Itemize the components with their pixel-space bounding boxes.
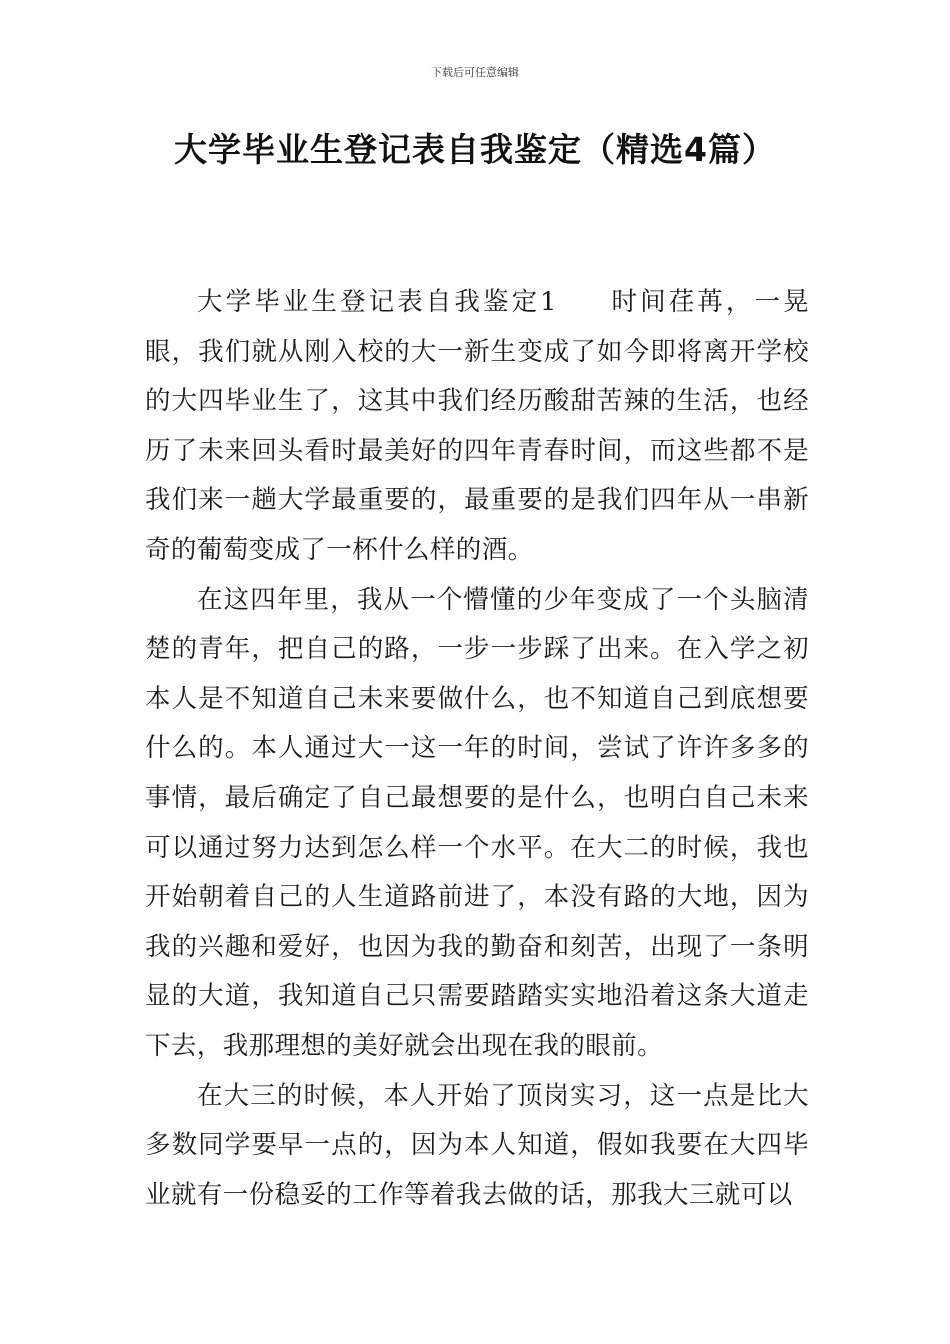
paragraph-3: 在大三的时候，本人开始了顶岗实习，这一点是比大多数同学要早一点的，因为本人知道，假如我要在大四毕业就有一份稳妥的工作等着我去做的话，那我大三就可以	[145, 1080, 809, 1210]
paragraph-1	[145, 278, 809, 576]
header-note: 下载后可任意编辑	[431, 66, 519, 79]
section-heading: 大学毕业生登记表自我鉴定1	[197, 287, 557, 317]
document-title: 大学毕业生登记表自我鉴定（精选4篇）	[174, 130, 776, 169]
paragraph-2: 在这四年里，我从一个懵懂的少年变成了一个头脑清楚的青年，把自己的路，一步一步踩了出来。在入学之初本人是不知道自己未来要做什么，也不知道自己到底想要什么的。本人通过大一这一年的时间，尝试了许许多多的事情，最后确定了自己最想要的是什么，也明白自己未来可以通过努力达到怎么样一个水平。在大二的时候，我也开始朝着自己的人生道路前进了，本没有路的大地，因为我的兴趣和爱好，也因为我的勤奋和刻苦，出现了一条明显的大道，我知道自己只需要踏踏实实地沿着这条大道走下去，我那理想的美好就会出现在我的眼前。	[145, 584, 809, 1061]
document-body	[145, 278, 809, 1220]
paragraph-1-text: 时间荏苒，一晃眼，我们就从刚入校的大一新生变成了如今即将离开学校的大四毕业生了，这其中我们经历酸甜苦辣的生活，也经历了未来回头看时最美好的四年青春时间，而这些都不是我们来一趟大学最重要的，最重要的是我们四年从一串新奇的葡萄变成了一杯什么样的酒。	[145, 287, 809, 565]
